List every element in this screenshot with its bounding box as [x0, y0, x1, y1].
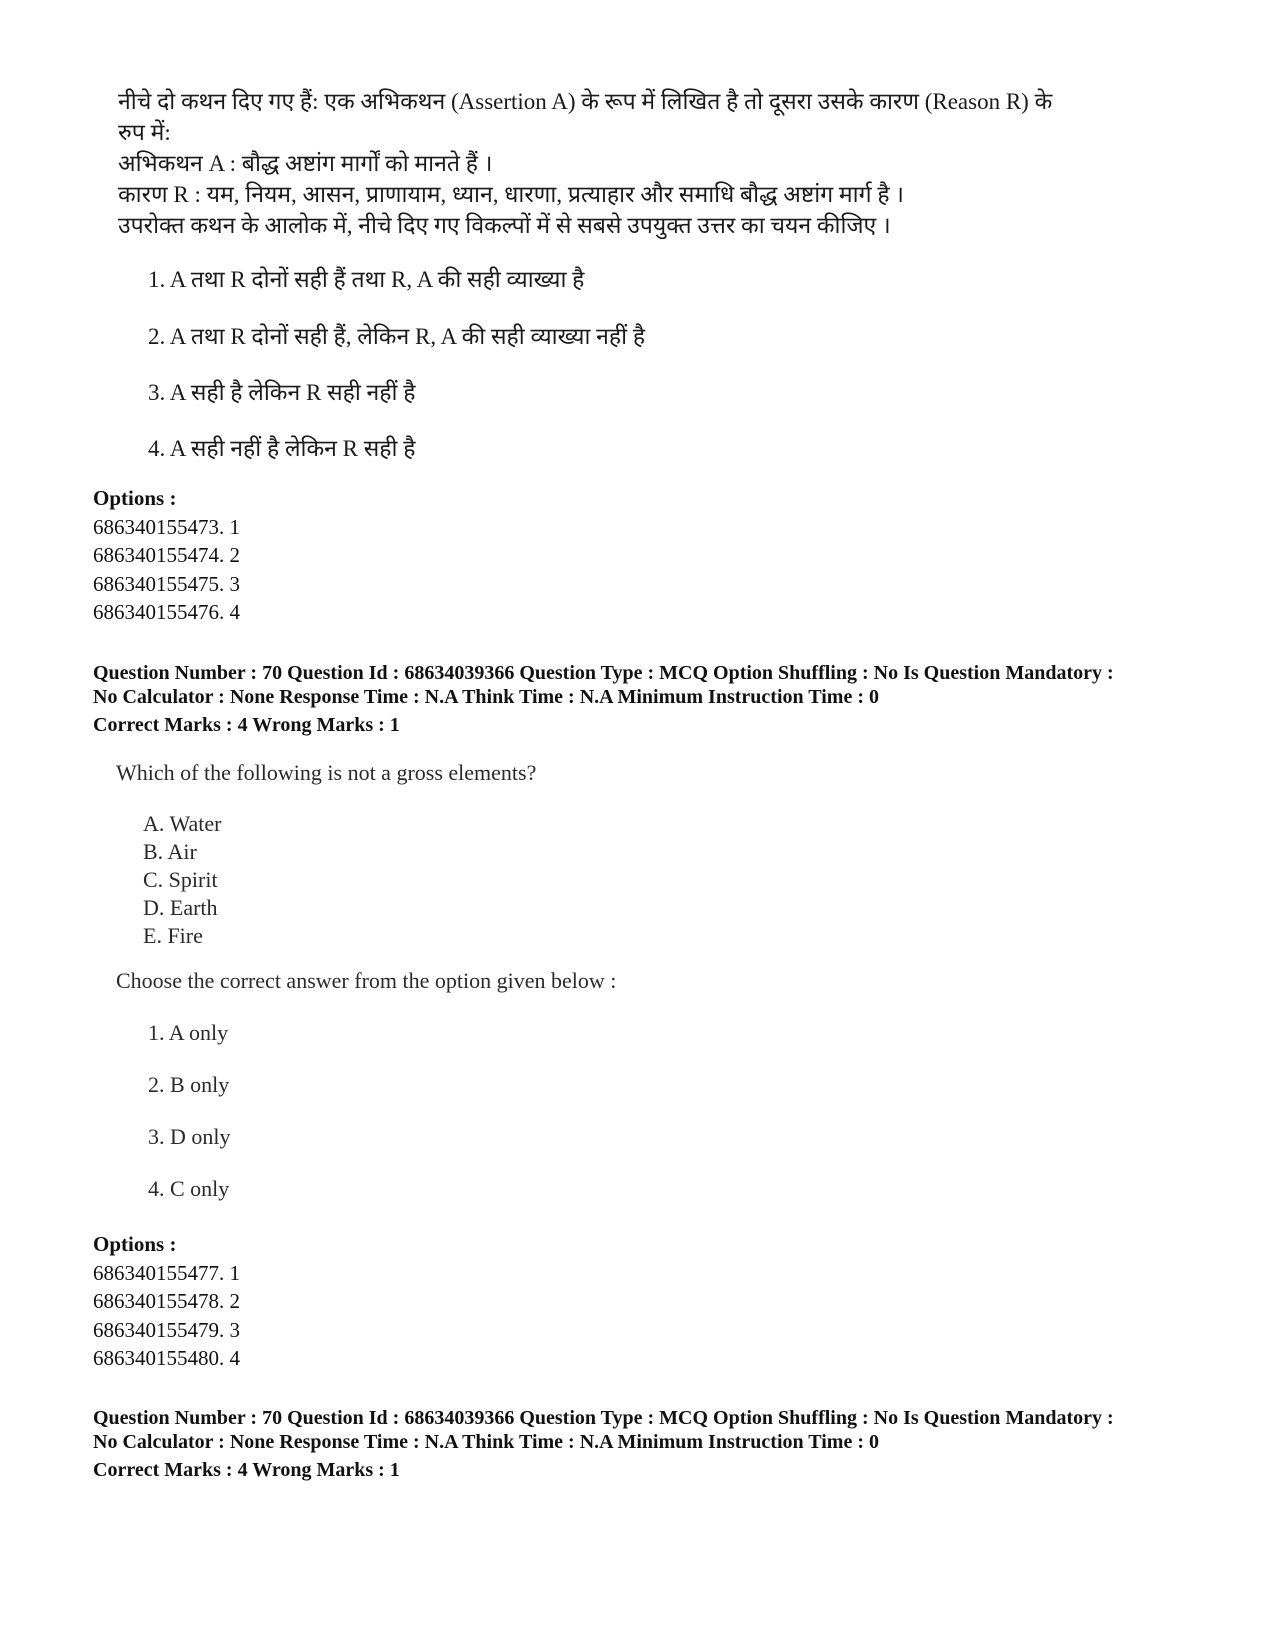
question-meta-line: Question Number : 70 Question Id : 68634039366 Question Type : MCQ Option Shuffling : No Is Question Mandatory : [93, 662, 1114, 684]
q70-choice-1: 1. A only [148, 1020, 229, 1045]
option-id: 686340155479. 3 [93, 1317, 240, 1342]
q69-choice-1: 1. A तथा R दोनों सही हैं तथा R, A की सही व्याख्या है [148, 267, 585, 292]
option-id: 686340155478. 2 [93, 1289, 240, 1313]
option-id: 686340155476. 4 [93, 600, 240, 624]
question-meta-line: Question Number : 70 Question Id : 68634039366 Question Type : MCQ Option Shuffling : No Is Question Mandatory : [93, 1407, 1114, 1429]
q70-item: E. Fire [143, 923, 203, 948]
marks-line: Correct Marks : 4 Wrong Marks : 1 [93, 714, 400, 736]
q70-items [143, 810, 221, 950]
q70-options [93, 1230, 240, 1373]
marks-line: Correct Marks : 4 Wrong Marks : 1 [93, 1459, 400, 1481]
q70-choice-3: 3. D only [148, 1124, 231, 1149]
q70-repeat-meta [93, 1406, 1203, 1482]
q69-stem-line: रुप में: [118, 120, 171, 145]
option-id: 686340155475. 3 [93, 571, 240, 596]
q69-choice-4: 4. A सही नहीं है लेकिन R सही है [148, 436, 416, 461]
q70-item: B. Air [143, 839, 197, 864]
q69-options [93, 484, 240, 627]
q70-item: D. Earth [143, 895, 218, 920]
q70-question: Which of the following is not a gross elements? [116, 760, 537, 785]
q69-stem [118, 86, 1178, 241]
q70-meta [93, 661, 1203, 737]
question-meta-line: No Calculator : None Response Time : N.A Think Time : N.A Minimum Instruction Time : 0 [93, 686, 879, 708]
option-id: 686340155474. 2 [93, 543, 240, 567]
q70-choice-2: 2. B only [148, 1072, 230, 1097]
q69-choice-2: 2. A तथा R दोनों सही हैं, लेकिन R, A की सही व्याख्या नहीं है [148, 324, 646, 349]
question-meta-line: No Calculator : None Response Time : N.A Think Time : N.A Minimum Instruction Time : 0 [93, 1431, 879, 1453]
option-id: 686340155473. 1 [93, 514, 240, 539]
q69-choice-3: 3. A सही है लेकिन R सही नहीं है [148, 380, 416, 405]
q69-reason: कारण R : यम, नियम, आसन, प्राणायाम, ध्यान, धारणा, प्रत्याहार और समाधि बौद्ध अष्टांग मार्ग है । [118, 182, 904, 207]
q69-instruction: उपरोक्त कथन के आलोक में, नीचे दिए गए विकल्पों में से सबसे उपयुक्त उत्तर का चयन कीजिए । [118, 213, 891, 238]
option-id: 686340155480. 4 [93, 1346, 240, 1370]
options-label: Options : [93, 1232, 177, 1256]
q70-item: A. Water [143, 811, 222, 836]
options-label: Options : [93, 486, 177, 510]
q70-item: C. Spirit [143, 867, 218, 892]
q69-assertion: अभिकथन A : बौद्ध अष्टांग मार्गों को मानते हैं । [118, 151, 493, 176]
option-id: 686340155477. 1 [93, 1260, 240, 1285]
q70-choice-4: 4. C only [148, 1176, 230, 1201]
q70-instruction: Choose the correct answer from the option given below : [116, 968, 617, 993]
q69-stem-line: नीचे दो कथन दिए गए हैं: एक अभिकथन (Assertion A) के रूप में लिखित है तो दूसरा उसके कारण (Reason R) के [118, 89, 1053, 114]
